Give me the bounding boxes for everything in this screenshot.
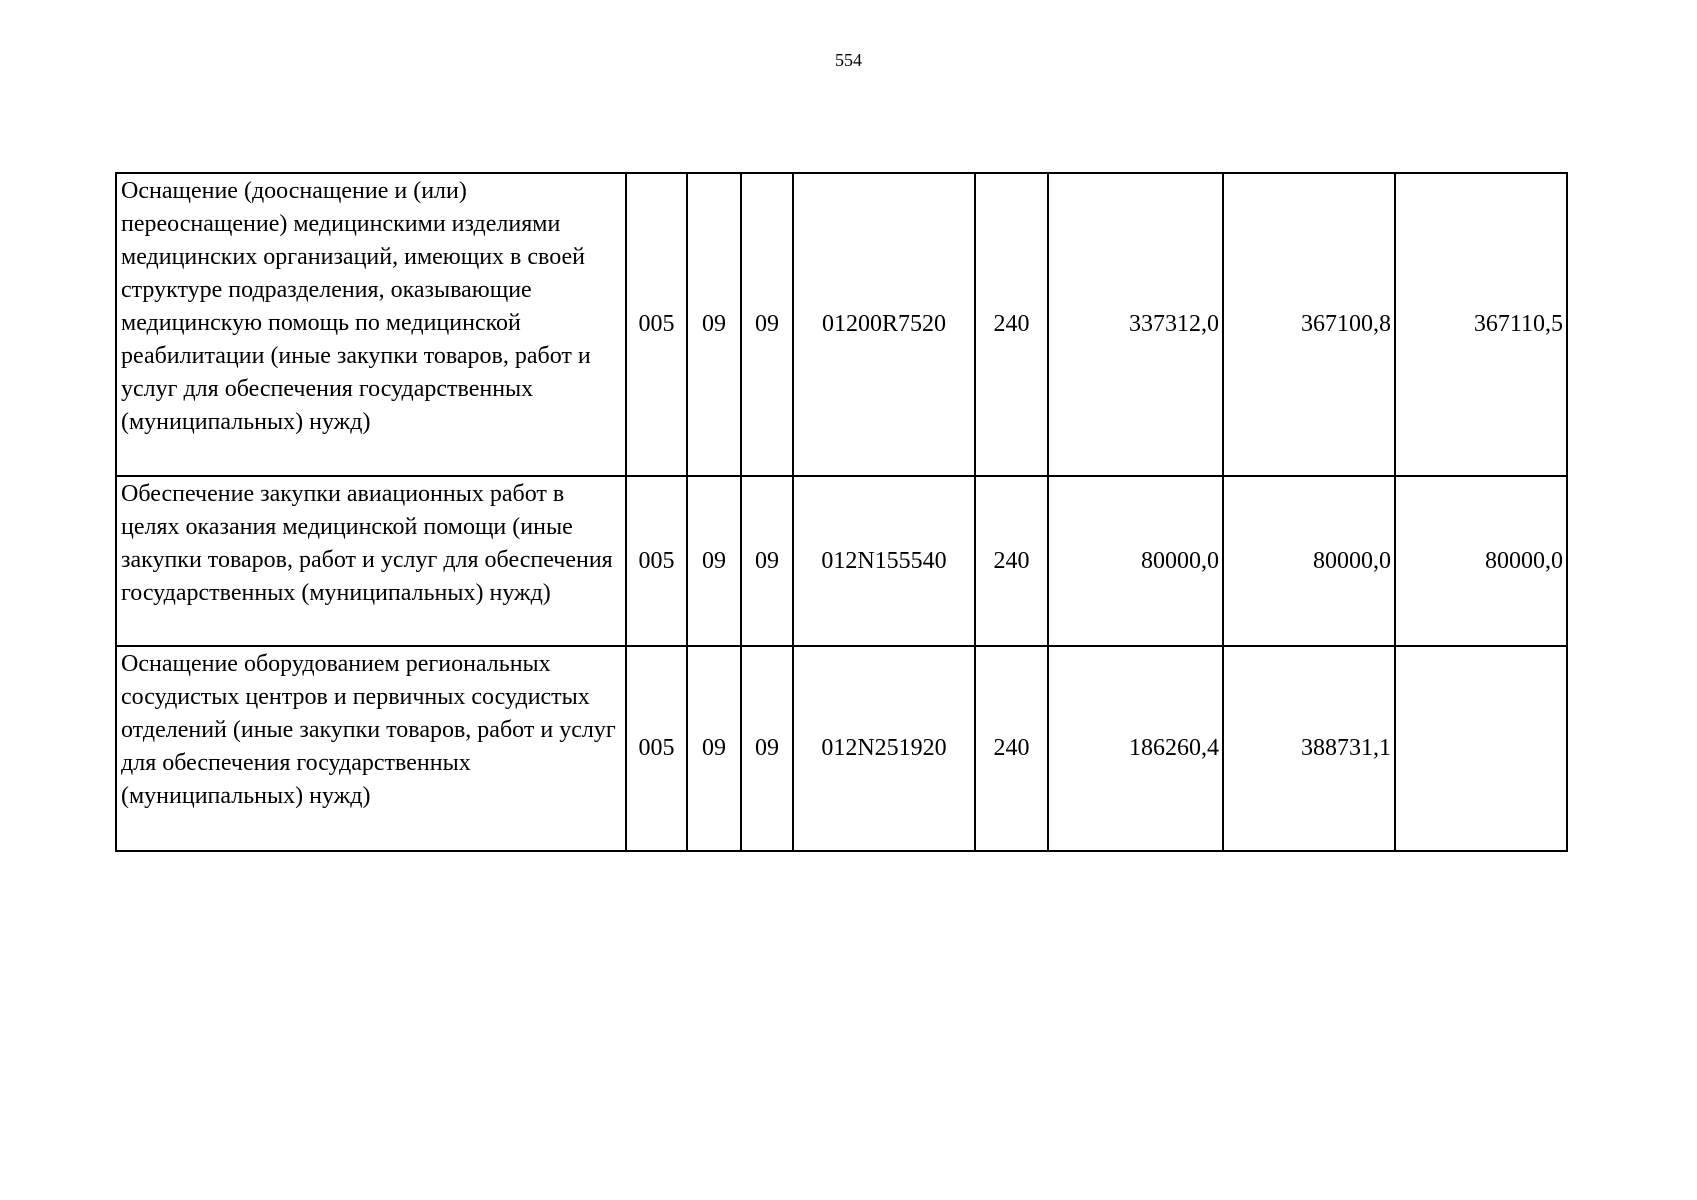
amount-2-cell: 388731,1: [1223, 646, 1395, 851]
ministry-code-cell: 005: [626, 476, 687, 646]
budget-table: [115, 172, 1568, 852]
expense-type-code-cell: 240: [975, 476, 1048, 646]
expense-type-code-cell: 240: [975, 173, 1048, 476]
page-number: 554: [835, 50, 862, 70]
table-row: [116, 173, 1567, 476]
ministry-code-cell: 005: [626, 646, 687, 851]
description-cell: Оснащение оборудованием региональных сосудистых центров и первичных сосудистых отделений (иные закупки товаров, работ и услуг для обеспечения государственных (муниципальных) нужд): [116, 646, 626, 851]
subsection-code-cell: 09: [741, 646, 793, 851]
table-row: [116, 646, 1567, 851]
subsection-code-cell: 09: [741, 476, 793, 646]
subsection-code-cell: 09: [741, 173, 793, 476]
amount-3-cell: [1395, 646, 1567, 851]
amount-3-cell: 367110,5: [1395, 173, 1567, 476]
description-cell: Обеспечение закупки авиационных работ в целях оказания медицинской помощи (иные закупки товаров, работ и услуг для обеспечения государственных (муниципальных) нужд): [116, 476, 626, 646]
target-item-code-cell: 01200R7520: [793, 173, 975, 476]
amount-2-cell: 367100,8: [1223, 173, 1395, 476]
amount-1-cell: 337312,0: [1048, 173, 1223, 476]
expense-type-code-cell: 240: [975, 646, 1048, 851]
table-row: [116, 476, 1567, 646]
amount-1-cell: 186260,4: [1048, 646, 1223, 851]
amount-2-cell: 80000,0: [1223, 476, 1395, 646]
section-code-cell: 09: [687, 646, 741, 851]
target-item-code-cell: 012N155540: [793, 476, 975, 646]
amount-1-cell: 80000,0: [1048, 476, 1223, 646]
ministry-code-cell: 005: [626, 173, 687, 476]
description-cell: Оснащение (дооснащение и (или) переоснащение) медицинскими изделиями медицинских организаций, имеющих в своей структуре подразделения, оказывающие медицинскую помощь по медицинской реабилитации (иные закупки товаров, работ и услуг для обеспечения государственных (муниципальных) нужд): [116, 173, 626, 476]
section-code-cell: 09: [687, 173, 741, 476]
section-code-cell: 09: [687, 476, 741, 646]
target-item-code-cell: 012N251920: [793, 646, 975, 851]
amount-3-cell: 80000,0: [1395, 476, 1567, 646]
